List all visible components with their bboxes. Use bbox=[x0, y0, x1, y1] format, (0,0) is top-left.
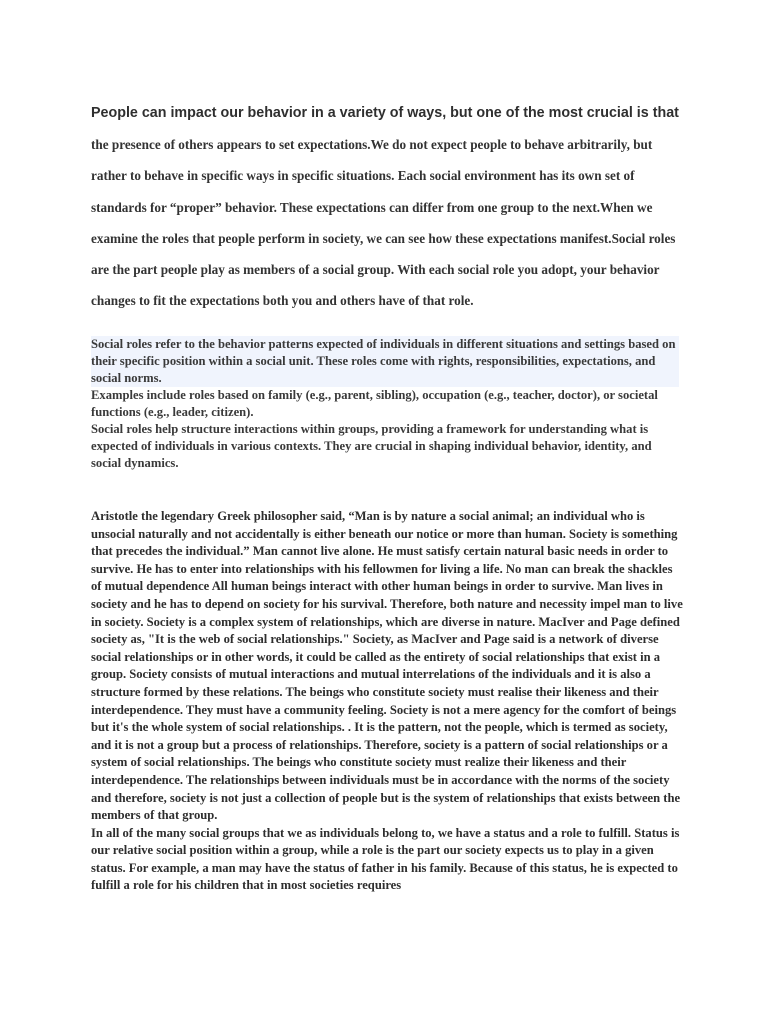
social-roles-examples: Examples include roles based on family (e.g., parent, sibling), occupation (e.g., teacher, doctor), or societal functions (e.g., leader, citizen). bbox=[91, 388, 658, 419]
intro-paragraph bbox=[91, 97, 691, 316]
social-roles-definition: Social roles refer to the behavior patterns expected of individuals in different situations and settings based on their specific position within a social unit. These roles come with rights, responsibilities, expectations, and social norms. bbox=[91, 336, 679, 387]
social-roles-section bbox=[91, 336, 679, 472]
intro-lead-text: People can impact our behavior in a variety of ways, but one of the most crucial is that bbox=[91, 105, 679, 121]
intro-body-text: the presence of others appears to set expectations.We do not expect people to behave arbitrarily, but rather to behave in specific ways in specific situations. Each social environment has its own set of standards for “proper” behavior. These expectations can differ from one group to the next.When we examine the roles that people perform in society, we can see how these expectations manifest.Social roles are the part people play as members of a social group. With each social role you adopt, your behavior changes to fit the expectations both you and others have of that role. bbox=[91, 137, 676, 309]
society-section bbox=[91, 508, 683, 895]
aristotle-paragraph: Aristotle the legendary Greek philosopher said, “Man is by nature a social animal; an individual who is unsocial naturally and not accidentally is either beneath our notice or more than human. Society is something that precedes the individual.” Man cannot live alone. He must satisfy certain natural basic needs in order to survive. He has to enter into relationships with his fellowmen for living a life. No man can break the shackles of mutual dependence All human beings interact with other human beings in order to survive. Man lives in society and he has to depend on society for his survival. Therefore, both nature and necessity impel man to live in society. Society is a complex system of relationships, which are diverse in nature. MacIver and Page defined society as, "It is the web of social relationships." Society, as MacIver and Page said is a network of diverse social relationships or in other words, it could be called as the entirety of social relationships that exist in a group. Society consists of mutual interactions and mutual interrelations of the individuals and it is also a structure formed by these relations. The beings who constitute society must realise their likeness and their interdependence. They must have a community feeling. Society is not a mere agency for the comfort of beings but it's the whole system of social relationships. . It is the pattern, not the people, which is termed as society, and it is not a group but a process of relationships. Therefore, society is a pattern of social relationships or a system of social relationships. The beings who constitute society must realize their likeness and their interdependence. The relationships between individuals must be in accordance with the norms of the society and therefore, society is not just a collection of people but is the system of relationships that exists between the members of that group. bbox=[91, 509, 683, 823]
status-role-paragraph: In all of the many social groups that we as individuals belong to, we have a status and a role to fulfill. Status is our relative social position within a group, while a role is the part our society expects us to play in a given status. For example, a man may have the status of father in his family. Because of this status, he is expected to fulfill a role for his children that in most societies requires bbox=[91, 825, 680, 893]
social-roles-function: Social roles help structure interactions within groups, providing a framework for understanding what is expected of individuals in various contexts. They are crucial in shaping individual behavior, identity, and social dynamics. bbox=[91, 422, 652, 470]
